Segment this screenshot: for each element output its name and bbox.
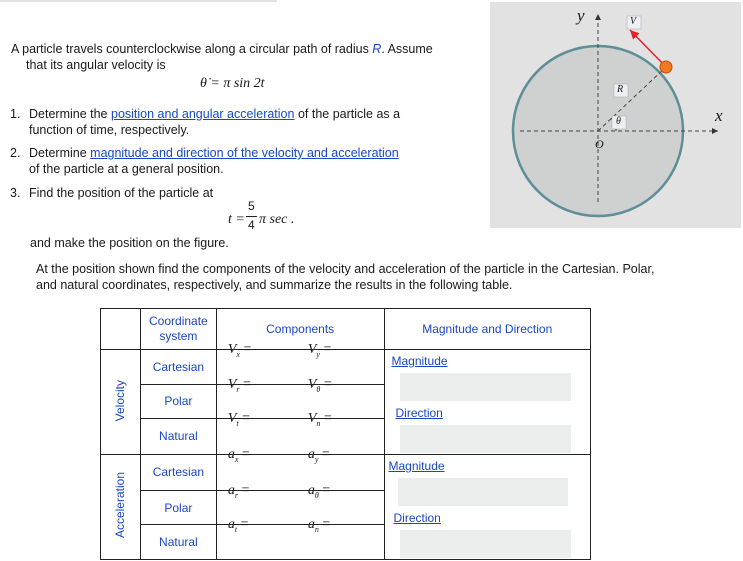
velocity-cartesian-label: Cartesian (140, 350, 216, 385)
velocity-magnitude-answer-box[interactable] (400, 373, 571, 401)
vy-symbol: $V_y$ = (307, 342, 332, 359)
header-components: Components (216, 309, 384, 350)
velocity-section-label-cell (101, 350, 141, 455)
atheta-symbol: $a_\theta$ = (307, 482, 331, 500)
radius-symbol: R (372, 42, 382, 56)
question-1-pre: Determine the (29, 107, 108, 121)
intro-line1: A particle travels counterclockwise along a circular path of radius (11, 42, 369, 56)
results-table (100, 308, 591, 560)
intro-line1-end: . Assume (381, 42, 433, 56)
header-coordinate-system (140, 309, 216, 350)
header-coordinate-line2: system (159, 329, 198, 343)
origin-label: O (595, 137, 604, 151)
velocity-direction-link[interactable]: Direction (395, 406, 443, 420)
intro-line2: that its angular velocity is (26, 58, 166, 72)
vr-symbol: $V_r$ = (227, 377, 251, 394)
x-axis-label: x (715, 106, 723, 125)
figure-svg (490, 2, 741, 228)
an-symbol: $a_n$ = (307, 517, 331, 535)
top-divider (0, 0, 277, 2)
angle-label: θ (616, 116, 621, 127)
question-3: Find the position of the particle at (29, 186, 214, 200)
mark-position-text: and make the position on the figure. (30, 236, 229, 250)
angular-velocity-equation: θ̇ = π sin 2t (200, 76, 265, 91)
vtheta-symbol: $V_\theta$ = (307, 377, 332, 394)
velocity-section-label: Velocity (113, 379, 128, 422)
ax-symbol: $a_x$ = (227, 447, 250, 464)
question-1-number: 1. (10, 107, 21, 121)
fraction-numerator: 5 (248, 199, 255, 213)
acceleration-natural-label: Natural (140, 525, 216, 560)
ay-symbol: $a_y$ = (307, 447, 330, 464)
header-corner (101, 309, 141, 350)
instruction-line1: At the position shown find the components of the velocity and acceleration of the particle in the Cartesian. Polar, (36, 262, 655, 276)
question-2-line2: of the particle at a general position. (29, 162, 224, 176)
acceleration-polar-label: Polar (140, 490, 216, 525)
question-2-number: 2. (10, 146, 21, 160)
at-symbol: $a_t$ = (227, 517, 249, 535)
time-lhs: t = (228, 212, 245, 227)
ar-symbol: $a_r$ = (227, 482, 250, 500)
question-2-pre: Determine (29, 146, 87, 160)
question-1-line2: function of time, respectively. (29, 123, 190, 137)
fraction-denominator: 4 (248, 218, 255, 232)
header-coordinate-line1: Coordinate (149, 314, 208, 328)
vx-symbol: $V_x$ = (227, 342, 252, 359)
y-axis-label: y (577, 6, 585, 25)
header-magnitude-direction: Magnitude and Direction (384, 309, 591, 350)
acceleration-direction-answer-box[interactable] (400, 530, 571, 558)
velocity-magnitude-direction-cell (384, 350, 591, 455)
acceleration-magnitude-direction-cell (384, 455, 591, 560)
vn-symbol: $V_n$ = (307, 410, 332, 428)
velocity-natural-label: Natural (140, 418, 216, 454)
acceleration-cartesian-label: Cartesian (140, 455, 216, 491)
acceleration-magnitude-link[interactable]: Magnitude (388, 459, 445, 473)
fraction-bar (246, 216, 257, 217)
acceleration-section-label-cell (101, 455, 141, 560)
acceleration-magnitude-answer-box[interactable] (398, 478, 568, 506)
intro-paragraph (11, 41, 491, 57)
velocity-direction-answer-box[interactable] (400, 425, 571, 453)
particle-marker (660, 61, 672, 73)
question-1-link[interactable]: position and angular acceleration (111, 107, 295, 121)
time-rhs: π sec . (259, 212, 295, 227)
acceleration-section-label: Acceleration (113, 472, 128, 539)
circle-figure (490, 2, 741, 228)
vt-symbol: $V_t$ = (227, 410, 251, 428)
radius-label: R (617, 84, 624, 95)
question-2 (29, 145, 399, 161)
table-header-row (101, 309, 591, 350)
table-row (101, 455, 591, 491)
instruction-line2: and natural coordinates, respectively, and summarize the results in the following table. (36, 278, 513, 292)
question-2-link[interactable]: magnitude and direction of the velocity and acceleration (90, 146, 399, 160)
velocity-polar-label: Polar (140, 385, 216, 419)
acceleration-direction-link[interactable]: Direction (393, 511, 441, 525)
table-row (101, 350, 591, 385)
velocity-label: V (630, 16, 637, 27)
question-3-number: 3. (10, 186, 21, 200)
question-1-post: of the particle as a (297, 107, 401, 121)
velocity-magnitude-link[interactable]: Magnitude (391, 354, 448, 368)
question-1 (29, 106, 400, 122)
acceleration-natural-components (216, 517, 384, 560)
